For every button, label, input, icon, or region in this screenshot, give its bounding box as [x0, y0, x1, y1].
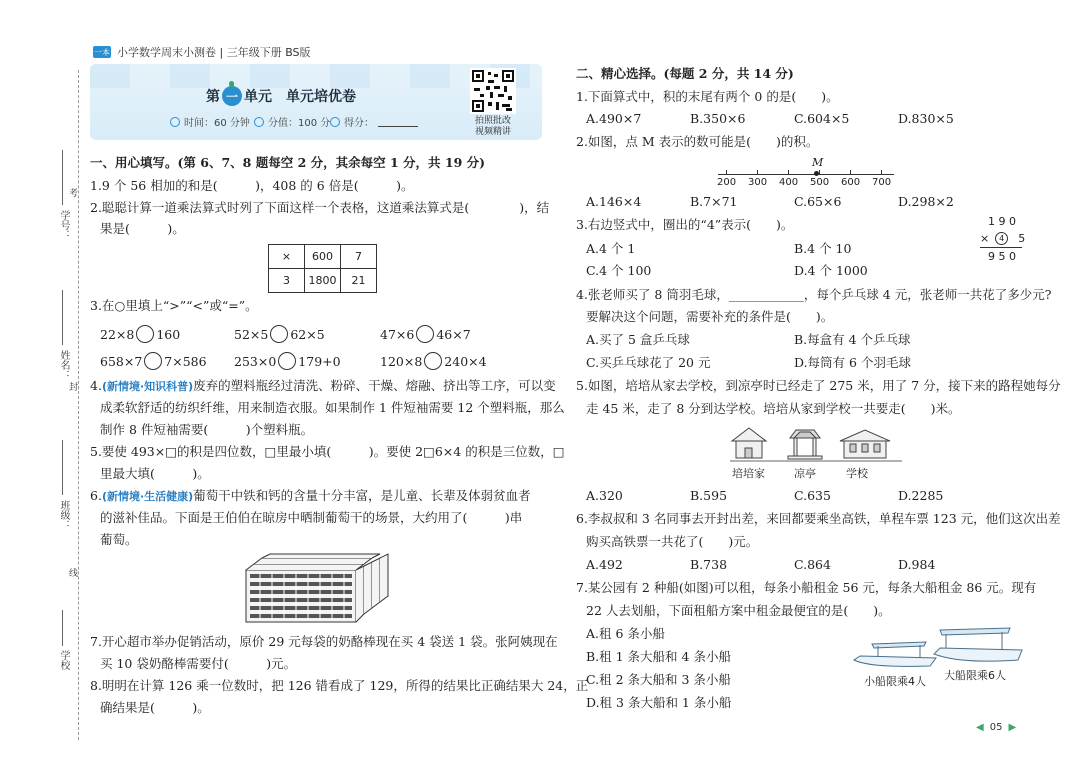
route-illustration	[730, 424, 902, 464]
vertical-calc-rule	[980, 247, 1022, 248]
side-underline	[62, 440, 63, 495]
option[interactable]: C.864	[794, 557, 831, 572]
unit-number-badge: 一	[222, 86, 242, 106]
p2-q6-line2: 购买高铁票一共花了( )元。	[586, 534, 759, 549]
table-cell: ×	[269, 245, 305, 269]
vertical-calc-result: 9 5 0	[988, 250, 1016, 263]
side-label-banji: 班级：	[58, 500, 69, 530]
option[interactable]: C.租 2 条大船和 3 条小船	[586, 672, 731, 687]
qr-caption: 拍照批改 视频精讲	[474, 116, 511, 137]
page-number: 05	[989, 722, 1003, 733]
p1-q8-line1: 8.明明在计算 126 乘一位数时，把 126 错看成了 129，所得的结果比正确结果大 24，正	[90, 678, 589, 693]
small-boat-label: 小船限乘4人	[864, 675, 926, 688]
table-cell: 3	[269, 269, 305, 293]
p1-q7-line1: 7.开心超市举办促销活动，原价 29 元每袋的奶酪棒现在买 4 袋送 1 袋。张阿姨现在	[90, 634, 558, 649]
p1-q6-line3: 葡萄。	[100, 532, 138, 547]
table-cell: 1800	[305, 269, 341, 293]
compare-circle[interactable]	[136, 325, 154, 343]
p1-q1: 1.9 个 56 相加的和是( )，408 的 6 倍是( )。	[90, 178, 414, 193]
side-label-kao: 考	[67, 188, 77, 197]
boats-illustration	[850, 624, 1024, 672]
vertical-calc-mid: × 4 5	[980, 232, 1026, 245]
option[interactable]: D.2285	[898, 488, 944, 503]
tick-label: 700	[872, 177, 892, 188]
qr-code-frame	[470, 68, 516, 114]
p1-q4-line3: 制作 8 件短袖需要( )个塑料瓶。	[100, 422, 314, 437]
binding-dashed-line	[78, 70, 79, 740]
side-underline	[62, 610, 63, 646]
option[interactable]: A.492	[586, 557, 623, 572]
tick-label: 300	[748, 177, 768, 188]
unit-title	[206, 86, 356, 106]
option[interactable]: C.65×6	[794, 194, 842, 209]
option[interactable]: A.320	[586, 488, 623, 503]
raisin-rack-illustration	[240, 552, 396, 624]
clock-icon	[170, 117, 180, 127]
option[interactable]: C.635	[794, 488, 831, 503]
option[interactable]: B.738	[690, 557, 728, 572]
p1-q5-line1: 5.要使 493×□的积是四位数，□里最小填( )。要使 2□6×4 的积是三位数，□	[90, 444, 565, 459]
circled-digit: 4	[995, 232, 1008, 245]
side-label-xuehao: 学号：	[58, 210, 69, 240]
tick-label: 600	[841, 177, 861, 188]
option[interactable]: A.4 个 1	[586, 241, 636, 256]
p1-q6-line2: 的滋补佳品。下面是王伯伯在晾房中晒制葡萄干的场景，大约用了( )串	[100, 510, 523, 525]
side-label-xuexiao: 学校	[58, 650, 69, 670]
p2-q4-line2: 要解决这个问题，需要补充的条件是( )。	[586, 309, 834, 324]
table-cell: 600	[305, 245, 341, 269]
series-header	[93, 44, 311, 60]
new-context-tag: (新情境·生活健康)	[101, 490, 194, 503]
prev-page-icon[interactable]: ◀	[976, 722, 984, 733]
p1-q3: 3.在○里填上“>”“<”或“=”。	[90, 298, 258, 313]
unit-title-post: 单元 单元培优卷	[244, 89, 356, 105]
route-label: 凉亭	[794, 467, 816, 480]
number-line	[718, 174, 894, 175]
series-logo: 一本	[94, 47, 110, 57]
new-context-tag: (新情境·知识科普)	[101, 380, 194, 393]
p1-q8-line2: 确结果是( )。	[100, 700, 210, 715]
option[interactable]: D.298×2	[898, 194, 954, 209]
p2-q7-line1: 7.某公园有 2 种船(如图)可以租，每条小船租金 56 元，每条大船租金 86 元。现有	[576, 580, 1037, 595]
option[interactable]: B.7×71	[690, 194, 738, 209]
option[interactable]: D.4 个 1000	[794, 263, 868, 278]
p1-q6-line1: 6.(新情境·生活健康)葡萄干中铁和钙的含量十分丰富，是儿童、长辈及体弱贫血者	[90, 488, 531, 503]
option[interactable]: B.租 1 条大船和 4 条小船	[586, 649, 731, 664]
p2-q3: 3.右边竖式中，圈出的“4”表示( )。	[576, 217, 794, 232]
compare-item: 22×8 160	[100, 326, 181, 342]
route-label: 学校	[846, 467, 868, 480]
p1-q5-line2: 里最大填( )。	[100, 466, 210, 481]
table-cell: 7	[341, 245, 377, 269]
p1-q2-line1: 2.聪聪计算一道乘法算式时列了下面这样一个表格，这道乘法算式是( )，结	[90, 200, 550, 215]
option[interactable]: B.350×6	[690, 111, 746, 126]
big-boat-label: 大船限乘6人	[944, 669, 1006, 682]
series-title: 小学数学周末小测卷 | 三年级下册 BS版	[117, 46, 311, 59]
option[interactable]: B.每盒有 4 个乒乓球	[794, 332, 911, 347]
option[interactable]: A.490×7	[586, 111, 642, 126]
p2-q7-line2: 22 人去划船，下面租船方案中租金最便宜的是( )。	[586, 603, 891, 618]
table-cell: 21	[341, 269, 377, 293]
compare-circle[interactable]	[416, 325, 434, 343]
qr-code-icon[interactable]	[470, 68, 516, 114]
option[interactable]: A.146×4	[586, 194, 642, 209]
compare-item: 120×8 240×4	[380, 353, 487, 369]
route-label: 培培家	[732, 467, 765, 480]
option[interactable]: D.每筒有 6 个羽毛球	[794, 355, 911, 370]
compare-circle[interactable]	[424, 352, 442, 370]
p1-q4-line1: 4.(新情境·知识科普)废弃的塑料瓶经过清洗、粉碎、干燥、熔融、挤出等工序，可以变	[90, 378, 556, 393]
option[interactable]: C.4 个 100	[586, 263, 652, 278]
compare-circle[interactable]	[278, 352, 296, 370]
multiplication-table	[268, 244, 377, 293]
vertical-calc-top: 1 9 0	[988, 215, 1016, 228]
p2-q6-line1: 6.李叔叔和 3 名同事去开封出差，来回都要乘坐高铁，单程车票 123 元，他们这次出差	[576, 511, 1061, 526]
side-label-feng: 封	[67, 382, 77, 391]
compare-item: 253×0 179+0	[234, 353, 341, 369]
tick-label: 500	[810, 177, 830, 188]
tick-label: 200	[717, 177, 737, 188]
side-underline	[62, 290, 63, 345]
p2-q2: 2.如图，点 M 表示的数可能是( )的积。	[576, 134, 819, 149]
side-label-xian: 线	[67, 568, 77, 577]
target-icon	[330, 117, 340, 127]
option[interactable]: B.4 个 10	[794, 241, 852, 256]
p2-q1: 1.下面算式中，积的末尾有两个 0 的是( )。	[576, 89, 839, 104]
got-score-info: 得分：	[330, 114, 418, 129]
option[interactable]: D.租 3 条大船和 1 条小船	[586, 695, 732, 710]
p1-q7-line2: 买 10 袋奶酪棒需要付( )元。	[100, 656, 297, 671]
option[interactable]: A.买了 5 盒乒乓球	[586, 332, 690, 347]
p2-q5-line2: 走 45 米，走了 8 分到达学校。培培从家到学校一共要走( )米。	[586, 401, 961, 416]
part1-heading: 一、用心填写。(第 6、7、8 题每空 2 分，其余每空 1 分，共 19 分)	[90, 155, 486, 170]
compare-circle[interactable]	[144, 352, 162, 370]
p1-q2-line2: 果是( )。	[100, 221, 185, 236]
point-m-dot	[814, 171, 819, 176]
star-icon	[254, 117, 264, 127]
part2-heading: 二、精心选择。(每题 2 分，共 14 分)	[576, 66, 794, 81]
compare-item: 52×5 62×5	[234, 326, 325, 342]
option[interactable]: D.984	[898, 557, 936, 572]
option[interactable]: C.买乒乓球花了 20 元	[586, 355, 711, 370]
compare-circle[interactable]	[270, 325, 288, 343]
option[interactable]: D.830×5	[898, 111, 954, 126]
side-underline	[62, 150, 63, 205]
score-info: 分值：100 分	[254, 114, 330, 129]
p2-q5-line1: 5.如图，培培从家去学校，到凉亭时已经走了 275 米，用了 7 分，接下来的路程她每分	[576, 378, 1061, 393]
side-label-xingming: 姓名：	[58, 350, 69, 380]
p2-q4-line1: 4.张老师买了 8 筒羽毛球，____________，每个乒乓球 4 元，张老师一共花了多少元?	[576, 287, 1052, 302]
next-page-icon[interactable]: ▶	[1008, 722, 1017, 733]
option[interactable]: B.595	[690, 488, 728, 503]
unit-title-pre: 第	[206, 89, 220, 105]
compare-item: 658×7 7×586	[100, 353, 207, 369]
p1-q4-line2: 成柔软舒适的纺织纤维，用来制造衣服。如果制作 1 件短袖需要 12 个塑料瓶，那么	[100, 400, 565, 415]
time-info: 时间：60 分钟	[170, 114, 250, 129]
point-m-label: M	[812, 156, 824, 169]
compare-item: 47×6 46×7	[380, 326, 471, 342]
page-nav	[976, 722, 1016, 733]
option[interactable]: A.租 6 条小船	[586, 626, 665, 641]
option[interactable]: C.604×5	[794, 111, 850, 126]
tick-label: 400	[779, 177, 799, 188]
